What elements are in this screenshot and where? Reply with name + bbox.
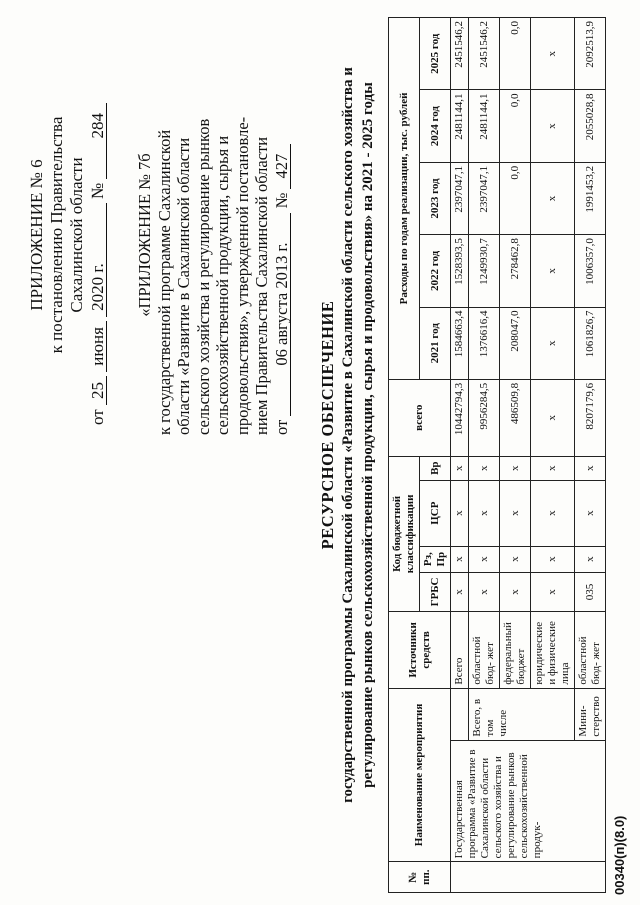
cell-vr: x (531, 456, 575, 480)
col-header-total: всего (389, 379, 451, 456)
cell-2021: 208047,0 (500, 307, 531, 379)
col-header-vr: Вр (420, 456, 451, 480)
decree-day: 25 (90, 376, 107, 405)
cell-total: 10442794,3 (451, 379, 469, 456)
program-appendix-line: области «Развитие в Сахалинской области (174, 137, 193, 435)
program-appendix-block (135, 35, 291, 435)
program-appendix-line: сельского хозяйства и регулирование рынков (193, 118, 213, 435)
col-header-2025: 2025 год (420, 18, 451, 90)
decree-number: 284 (90, 103, 107, 179)
program-appendix-line: сельскохозяйственной продукции, сырья и (213, 135, 232, 435)
col-header-code: Код бюджетной классификации (389, 456, 420, 612)
cell-source: областной бюд- жет (469, 612, 500, 689)
cell-2023: 0,0 (500, 162, 531, 234)
cell-rzpr: x (469, 546, 500, 572)
cell-vr: x (575, 456, 606, 480)
cell-2024: 2481144,1 (469, 90, 500, 162)
cell-total-incl: Всего, в том числе (469, 688, 575, 740)
cell-2025: x (531, 18, 575, 90)
program-appendix-date-line (272, 35, 292, 435)
cell-csr: x (451, 480, 469, 546)
cell-vr: x (500, 456, 531, 480)
cell-rzpr: x (451, 546, 469, 572)
cell-2022: 1528393,5 (451, 235, 469, 307)
document-title: РЕСУРСНОЕ ОБЕСПЕЧЕНИЕ (318, 300, 337, 550)
cell-2025: 0,0 (500, 18, 531, 90)
cell-rzpr: x (575, 546, 606, 572)
col-header-2022: 2022 год (420, 235, 451, 307)
program-from-label: от (271, 419, 291, 435)
cell-2022: 1249930,7 (469, 235, 500, 307)
decree-line-1: к постановлению Правительства (47, 116, 66, 354)
document-subtitle (338, 65, 378, 805)
cell-blank (451, 688, 469, 740)
cell-2023: x (531, 162, 575, 234)
cell-source: федеральный бюджет (500, 612, 531, 689)
cell-grbs: x (500, 572, 531, 611)
col-header-expenses: Расходы по годам реализации, тыс. рублей (389, 18, 420, 380)
decree-no-label: № (88, 182, 107, 199)
cell-vr: x (469, 456, 500, 480)
cell-csr: x (531, 480, 575, 546)
cell-csr: x (575, 480, 606, 546)
decree-date-line (88, 25, 108, 425)
cell-2023: 1991453,2 (575, 162, 606, 234)
col-header-grbs: ГРБС (420, 572, 451, 611)
cell-2024: 2055028,8 (575, 90, 606, 162)
cell-2024: 0,0 (500, 90, 531, 162)
cell-csr: x (500, 480, 531, 546)
cell-grbs: x (469, 572, 500, 611)
cell-total: 8207179,6 (575, 379, 606, 456)
cell-program-name: Государственная программа «Развитие в Сахалинской области сельского хозяйства и регулирование рынков сельскохозяйственной продук- (451, 740, 606, 862)
cell-2025: 2451546,2 (451, 18, 469, 90)
program-no-label: № (271, 192, 291, 209)
cell-2024: x (531, 90, 575, 162)
col-header-name: Наименование мероприятия (389, 688, 451, 862)
cell-2024: 2481144,1 (451, 90, 469, 162)
cell-2023: 2397047,1 (451, 162, 469, 234)
subtitle-line-1: государственной программы Сахалинской области «Развитие в Сахалинской области сельского хозяйства и (340, 67, 356, 803)
cell-no (451, 862, 606, 893)
col-header-csr: ЦСР (420, 480, 451, 546)
cell-vr: x (451, 456, 469, 480)
decree-month: июня (90, 321, 107, 372)
cell-csr: x (469, 480, 500, 546)
program-appendix-line: к государственной программе Сахалинской (154, 129, 174, 435)
program-number: 427 (274, 144, 291, 189)
cell-2025: 2451546,2 (469, 18, 500, 90)
col-header-2023: 2023 год (420, 162, 451, 234)
cell-total: 9956284,5 (469, 379, 500, 456)
cell-source: Всего (451, 612, 469, 689)
cell-source: областной бюд- жет (575, 612, 606, 689)
subtitle-line-2: регулирование рынков сельскохозяйственной продукции, сырья и продовольствия» на 2021 - 2025 годы (360, 82, 376, 788)
cell-grbs: x (451, 572, 469, 611)
col-header-rzpr: Рз, Пр (420, 546, 451, 572)
resource-table (388, 17, 606, 893)
col-header-sources: Источники средств (389, 612, 451, 689)
table-row (451, 18, 469, 893)
cell-2021: 1584663,4 (451, 307, 469, 379)
decree-from-label: от (88, 409, 107, 425)
cell-total: x (531, 379, 575, 456)
form-code: 00340(п)(8.0) (612, 815, 627, 895)
col-header-no: № пп. (389, 862, 451, 893)
cell-2021: 1376616,4 (469, 307, 500, 379)
decree-line-2: Сахалинской области (67, 157, 86, 313)
program-date: 06 августа 2013 г. (274, 213, 291, 416)
cell-2021: 1061826,7 (575, 307, 606, 379)
program-appendix-line: «ПРИЛОЖЕНИЕ № 7б (135, 153, 154, 317)
decree-year: 2020 г. (90, 203, 107, 317)
program-appendix-line: продовольствия», утвержденной постановле- (232, 116, 252, 435)
program-appendix-line: нием Правительства Сахалинской области (252, 136, 271, 435)
cell-rzpr: x (531, 546, 575, 572)
col-header-2024: 2024 год (420, 90, 451, 162)
cell-2025: 2092513,9 (575, 18, 606, 90)
cell-grbs: x (531, 572, 575, 611)
cell-ministry: Мини- стерство (575, 688, 606, 740)
cell-source: юридические и физические лица (531, 612, 575, 689)
cell-grbs: 035 (575, 572, 606, 611)
cell-2022: 1006357,0 (575, 235, 606, 307)
appendix-title: ПРИЛОЖЕНИЕ № 6 (27, 159, 46, 311)
cell-2022: 278462,8 (500, 235, 531, 307)
cell-2023: 2397047,1 (469, 162, 500, 234)
cell-2021: x (531, 307, 575, 379)
cell-2022: x (531, 235, 575, 307)
cell-total: 486509,8 (500, 379, 531, 456)
col-header-2021: 2021 год (420, 307, 451, 379)
cell-rzpr: x (500, 546, 531, 572)
